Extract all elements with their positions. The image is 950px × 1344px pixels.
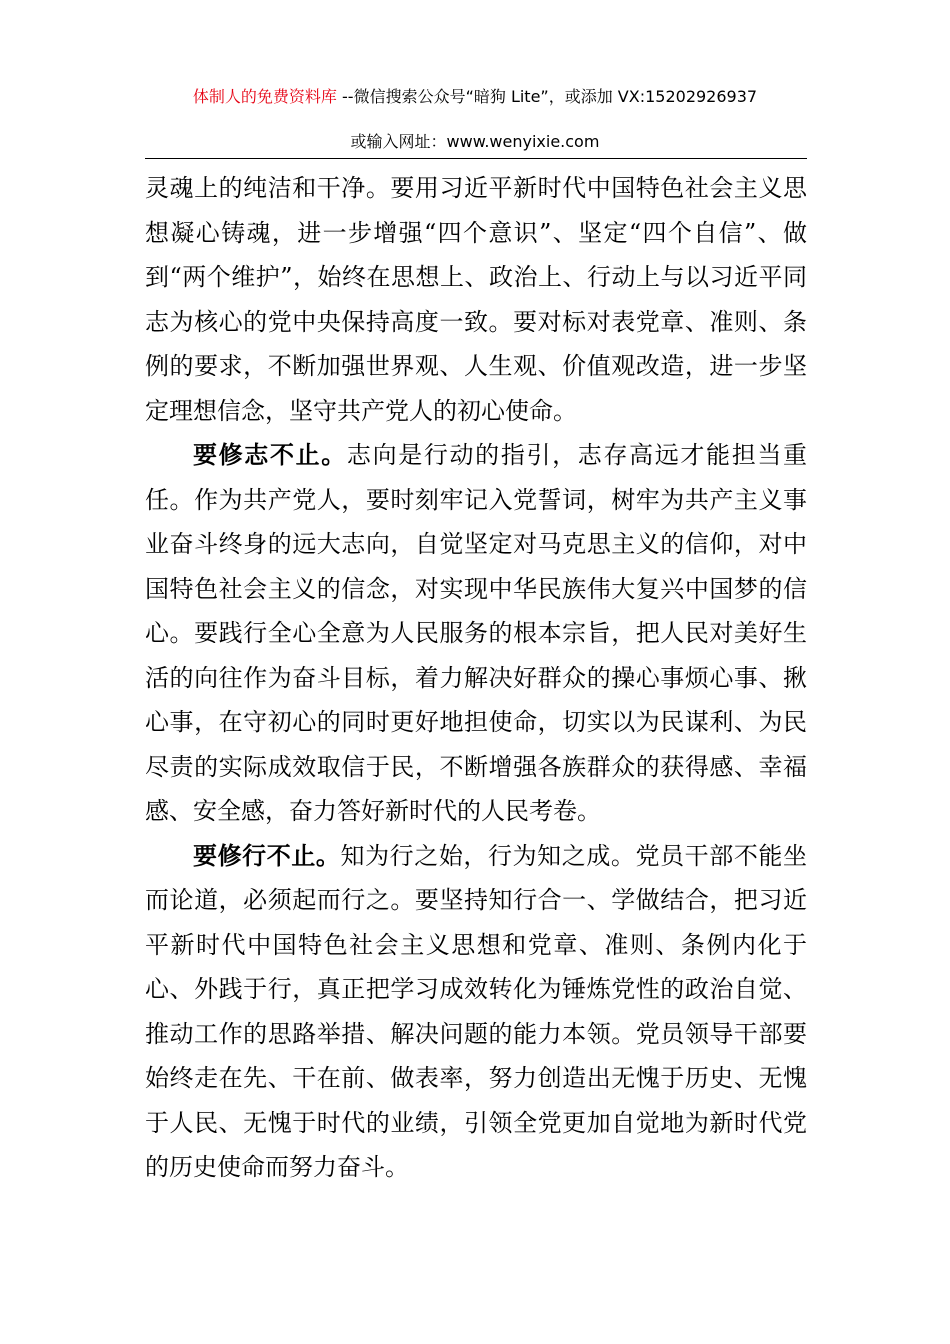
header-website-line: 或输入网址：www.wenyixie.com: [350, 132, 600, 151]
document-body: [145, 166, 807, 1190]
source-name: 体制人的免费资料库: [192, 87, 337, 106]
paragraph-heading: 要修行不止。: [193, 841, 341, 870]
paragraph: [145, 834, 807, 1190]
header-divider: [145, 158, 807, 159]
paragraph-text: 知为行之始，行为知之成。党员干部不能坐而论道，必须起而行之。要坚持知行合一、学做结合，把习近平新时代中国特色社会主义思想和党章、准则、条例内化于心、外践于行，真正把学习成效转化为锤炼党性的政治自觉、推动工作的思路举措、解决问题的能力本领。党员领导干部要始终走在先、干在前、做表率，努力创造出无愧于历史、无愧于人民、无愧于时代的业绩，引领全党更加自觉地为新时代党的历史使命而努力奋斗。: [145, 841, 807, 1181]
paragraph-heading: 要修志不止。: [193, 441, 347, 469]
source-info: --微信搜索公众号“暗狗 Lite”，或添加 VX:15202926937: [336, 87, 758, 106]
paragraph-text: 志向是行动的指引，志存高远才能担当重任。作为共产党人，要时刻牢记入党誓词，树牢为共产主义事业奋斗终身的远大志向，自觉坚定对马克思主义的信仰，对中国特色社会主义的信念，对实现中华民族伟大复兴中国梦的信心。要践行全心全意为人民服务的根本宗旨，把人民对美好生活的向往作为奋斗目标，着力解决好群众的操心事烦心事、揪心事，在守初心的同时更好地担使命，切实以为民谋利、为民尽责的实际成效取信于民，不断增强各族群众的获得感、幸福感、安全感，奋力答好新时代的人民考卷。: [145, 441, 808, 825]
paragraph: 灵魂上的纯洁和干净。要用习近平新时代中国特色社会主义思想凝心铸魂，进一步增强“四个意识”、坚定“四个自信”、做到“两个维护”，始终在思想上、政治上、行动上与以习近平同志为核心的党中央保持高度一致。要对标对表党章、准则、条例的要求，不断加强世界观、人生观、价值观改造，进一步坚定理想信念，坚守共产党人的初心使命。: [145, 174, 807, 425]
paragraph: [145, 433, 807, 834]
header-source-line: [0, 86, 950, 108]
